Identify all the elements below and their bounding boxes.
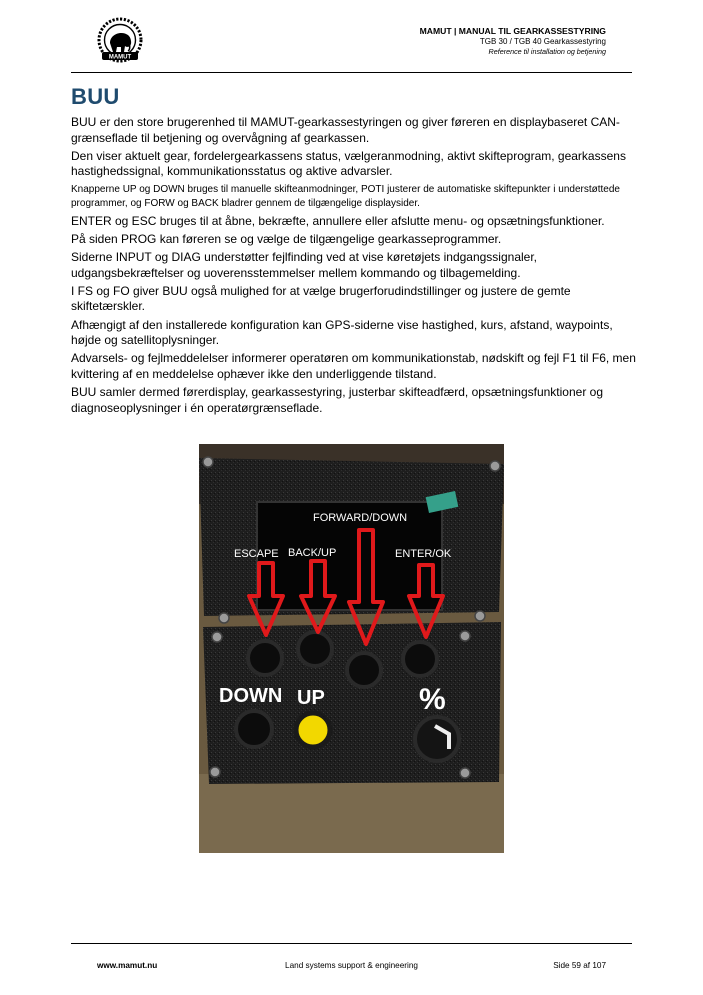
enter-ok-label: ENTER/OK: [395, 548, 452, 560]
down-button: [236, 711, 272, 747]
paragraph: Afhængigt af den installerede konfiguration kan GPS-siderne vise hastighed, kurs, afstand, waypoints, højde og satellitoplysninger.: [71, 317, 613, 348]
paragraph: Den viser aktuelt gear, fordelergearkassens status, vælgeranmodning, aktivt skifteprogram, gearkassens hastighedssignal, kommunikationsstatus og aktive advarsler.: [71, 148, 626, 179]
logo-text: MAMUT: [108, 54, 132, 61]
back-up-button: [298, 632, 332, 666]
paragraph: ENTER og ESC bruges til at åbne, bekræfte, annullere eller afslutte menu- og opsætningsfunktioner.: [71, 213, 605, 228]
mamut-logo: [94, 17, 146, 65]
paragraph: BUU samler dermed førerdisplay, gearkassestyring, justerbar skifteadfærd, opsætningsfunktioner og diagnoseoplysninger i én operatørgrænseflade.: [71, 385, 604, 415]
paragraph: Advarsels- og fejlmeddelelser informerer operatøren om kommunikationstab, nødskift og fejl F1 til F6, men kvittering af en meddelelse ophæver ikke den underliggende tilstand.: [71, 351, 636, 381]
down-label: DOWN: [219, 685, 283, 707]
poti-knob: [415, 717, 459, 761]
paragraph: BUU er den store brugerenhed til MAMUT-gearkassestyringen og giver føreren en displaybaseret CAN-grænseflade til betjening og overvågning af gearkassen.: [71, 115, 620, 145]
up-button: [296, 713, 330, 747]
escape-label: ESCAPE: [234, 548, 279, 560]
paragraph: I FS og FO giver BUU også mulighed for at vælge brugerforudindstillinger og justere de gemte skiftetærskler.: [71, 283, 571, 314]
paragraph: Knapperne UP og DOWN bruges til manuelle skifteanmodninger, POTI justerer de automatiske skiftepunkter i understøttede programmer, og FORW og BACK bladrer gennem de tilgængelige displaysider.: [71, 183, 620, 209]
header-reference: Reference til installation og betjening: [488, 47, 606, 56]
buu-unit-photo: [199, 444, 504, 853]
paragraph: På siden PROG kan føreren se og vælge de tilgængelige gearkasseprogrammer.: [71, 231, 502, 246]
body-text: [71, 115, 636, 419]
header-title: MAMUT | MANUAL TIL GEARKASSESTYRING: [419, 26, 606, 36]
escape-button: [248, 641, 282, 675]
footer-website: www.mamut.nu: [97, 961, 158, 970]
footer-divider: [71, 943, 632, 944]
percent-label: %: [419, 683, 446, 716]
forward-down-label: FORWARD/DOWN: [313, 512, 408, 524]
section-title: BUU: [71, 84, 120, 109]
header-subtitle: TGB 30 / TGB 40 Gearkassestyring: [479, 37, 606, 46]
header-divider: [71, 72, 632, 73]
footer-tagline: Land systems support & engineering: [285, 961, 418, 970]
back-up-label: BACK/UP: [288, 547, 337, 559]
page-header: [420, 26, 606, 56]
enter-ok-button: [403, 642, 437, 676]
forward-down-button: [347, 653, 381, 687]
paragraph: Siderne INPUT og DIAG understøtter fejlfinding ved at vise køretøjets indgangssignaler, udgangsbekræftelser og uoverensstemmelser mellem kommando og tilbagemelding.: [71, 249, 538, 280]
up-label: UP: [297, 687, 325, 709]
footer-page-number: Side 59 af 107: [553, 961, 606, 970]
